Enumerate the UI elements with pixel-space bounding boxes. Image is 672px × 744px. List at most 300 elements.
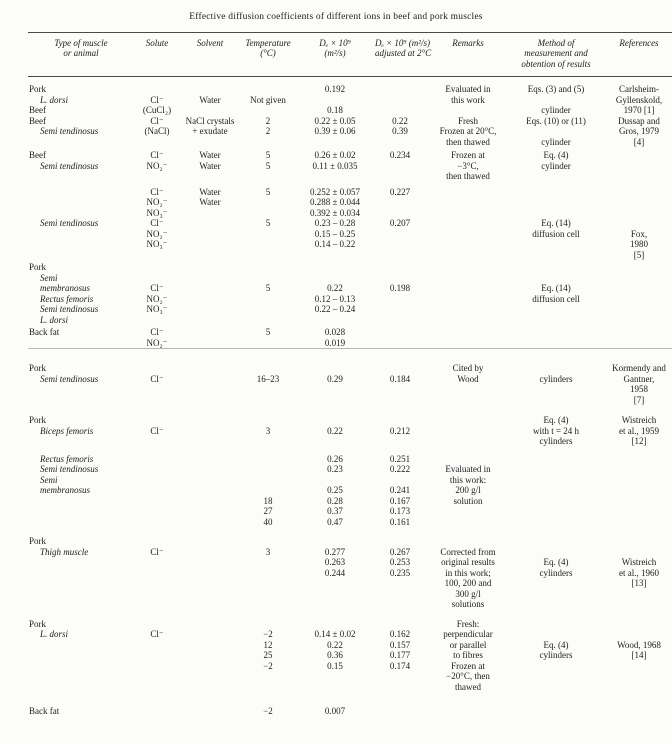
cell-de (296, 325, 374, 349)
cell-line: Temperature (245, 37, 291, 48)
cell-solute (134, 147, 180, 182)
cell-line: 0.227 (389, 186, 411, 197)
cell-de (296, 349, 374, 406)
cell-line: NO₃⁻ (146, 304, 168, 314)
cell-line (241, 619, 295, 630)
table-row-group (28, 325, 672, 349)
col-header-de (296, 32, 374, 77)
cell-line (511, 363, 601, 374)
cell-de_adjusted (374, 77, 426, 116)
cell-line: 0.173 (389, 506, 411, 516)
cell-line: 0.23 (327, 464, 343, 474)
cell-line: 0.192 (324, 84, 346, 94)
cell-line: Water (199, 186, 221, 197)
cell-references (602, 349, 672, 406)
cell-solvent (180, 147, 240, 182)
cell-line: 2 (265, 126, 271, 136)
cell-line: 0.167 (389, 495, 411, 506)
cell-line: 16–23 (256, 373, 280, 384)
cell-line: 40 (263, 516, 273, 527)
cell-temperature (240, 405, 296, 447)
cell-line (297, 475, 373, 486)
col-header-references (602, 32, 672, 77)
cell-line (241, 273, 295, 284)
cell-line (135, 619, 179, 630)
cell-line: 0.22 ± 0.05 (314, 115, 356, 126)
cell-line: Not given (250, 94, 286, 105)
cell-line: 0.019 (324, 337, 346, 348)
cell-line: Pork (29, 618, 47, 629)
cell-line: Semi tendinosus (40, 160, 99, 171)
cell-line: Cl⁻ (150, 425, 164, 436)
cell-line (297, 619, 373, 630)
cell-method (510, 77, 602, 116)
cell-line: diffusion cell (532, 228, 580, 239)
cell-de_adjusted (374, 325, 426, 349)
table-row-group (28, 77, 672, 116)
cell-line: (°C) (260, 48, 276, 58)
cell-remarks (426, 692, 510, 717)
cell-line: 5 (265, 283, 271, 293)
table-caption: Effective diffusion coefficients of different ions in beef and pork muscles (189, 12, 483, 22)
cell-line: 0.198 (389, 283, 411, 293)
cell-line: 25 (263, 650, 273, 660)
cell-method (510, 527, 602, 610)
cell-line: Wood (457, 373, 479, 384)
cell-line: Remarks (452, 37, 484, 48)
cell-line (135, 536, 179, 547)
cell-line: 100, 200 and (444, 578, 492, 588)
cell-references (602, 218, 672, 260)
cell-line (241, 262, 295, 273)
cell-line: 1970 [1] (623, 105, 655, 115)
cell-line: Carlsheim- (619, 84, 659, 94)
cell-de (296, 405, 374, 447)
cell-method (510, 692, 602, 717)
cell-line: in this work; (445, 567, 491, 578)
table-row-group (28, 405, 672, 447)
cell-line (511, 95, 601, 106)
cell-method (510, 147, 602, 182)
cell-line: 0.184 (389, 373, 411, 384)
cell-line: 0.253 (389, 557, 411, 567)
cell-line: Frozen at 20°C, (439, 126, 497, 136)
cell-method (510, 447, 602, 528)
cell-line: Cl⁻ (150, 546, 164, 557)
cell-solvent (180, 325, 240, 349)
cell-line: 0.22 (392, 115, 408, 126)
cell-method (510, 260, 602, 325)
cell-line: or parallel (449, 639, 487, 650)
cell-line: 0.26 (327, 453, 343, 464)
cell-line (603, 218, 672, 229)
cell-de (296, 218, 374, 260)
cell-line: 0.23 – 0.28 (314, 218, 356, 228)
cell-line: L. dorsi (40, 94, 69, 105)
cell-line: 12 (263, 639, 273, 650)
cell-line: 0.22 (327, 425, 343, 436)
cell-line: Fresh (458, 115, 478, 126)
table-row-group (28, 447, 672, 528)
cell-line: Pork (29, 536, 47, 546)
cell-line (511, 126, 601, 137)
cell-temperature (240, 218, 296, 260)
cell-line (241, 363, 295, 374)
cell-line (375, 619, 425, 630)
cell-line: Wistreich (621, 415, 657, 425)
cell-line: 300 g/l (455, 588, 481, 599)
cell-muscle (28, 610, 134, 693)
table-row-group (28, 610, 672, 693)
cell-line: 0.222 (389, 464, 411, 474)
cell-line (375, 415, 425, 426)
cell-line: Back fat (29, 706, 60, 716)
cell-de_adjusted (374, 527, 426, 610)
cell-de (296, 260, 374, 325)
cell-line: [7] (633, 394, 645, 405)
cell-line: et al., 1959 (619, 425, 659, 436)
cell-line: 0.39 ± 0.06 (314, 126, 356, 136)
cell-line: 5 (265, 150, 271, 160)
cell-de (296, 77, 374, 116)
cell-line: cylinders (539, 436, 573, 446)
cell-line: 0.007 (324, 706, 346, 716)
cell-line: Cl⁻ (150, 186, 164, 197)
cell-line (135, 84, 179, 95)
cell-method (510, 116, 602, 148)
col-header-solute (134, 32, 180, 77)
cell-line: Pork (29, 262, 47, 272)
cell-line (297, 536, 373, 547)
cell-line: Pork (29, 415, 47, 425)
cell-solute (134, 527, 180, 610)
col-header-muscle (28, 32, 134, 77)
cell-de_adjusted (374, 182, 426, 219)
cell-line (511, 629, 601, 640)
cell-line: 18 (263, 495, 273, 506)
cell-temperature (240, 447, 296, 528)
cell-line: 27 (263, 506, 273, 516)
cell-line: 5 (265, 218, 271, 228)
cell-remarks (426, 325, 510, 349)
cell-solvent (180, 447, 240, 528)
cell-line: NO₃⁻ (146, 207, 168, 218)
cell-line (511, 273, 601, 284)
cell-line: Semi (40, 272, 58, 283)
cell-line: L. dorsi (40, 629, 69, 639)
table-row-group (28, 692, 672, 717)
cell-line (603, 629, 672, 640)
cell-line: 0.244 (324, 567, 346, 578)
cell-de_adjusted (374, 349, 426, 406)
cell-de_adjusted (374, 447, 426, 528)
cell-line: Fresh: (456, 618, 480, 629)
cell-muscle (28, 147, 134, 182)
cell-line (511, 536, 601, 547)
cell-line: 0.39 (392, 126, 408, 136)
cell-line: Cl⁻ (150, 115, 164, 126)
cell-line: NO₂⁻ (146, 197, 168, 207)
cell-line (135, 262, 179, 273)
cell-method (510, 325, 602, 349)
header-row (28, 32, 672, 77)
cell-line: 0.207 (389, 218, 411, 228)
cell-solvent (180, 692, 240, 717)
cell-line: Rectus femoris (40, 453, 94, 464)
cell-line (603, 536, 672, 547)
cell-line: 0.252 ± 0.057 (310, 186, 360, 197)
cell-line (181, 84, 239, 95)
cell-line (241, 84, 295, 95)
cell-references (602, 325, 672, 349)
cell-temperature (240, 116, 296, 148)
table-row-group (28, 527, 672, 610)
cell-line: cylinder (541, 136, 571, 147)
cell-line: 0.392 ± 0.034 (310, 207, 360, 218)
cell-de_adjusted (374, 218, 426, 260)
cell-line: Solvent (196, 37, 224, 48)
cell-references (602, 405, 672, 447)
cell-line: NO₂⁻ (146, 228, 168, 239)
cell-line: 0.18 (327, 105, 343, 115)
cell-line: 2 (265, 115, 271, 126)
cell-method (510, 349, 602, 406)
cell-line (241, 536, 295, 547)
table-row-group (28, 218, 672, 260)
cell-muscle (28, 260, 134, 325)
cell-remarks (426, 116, 510, 148)
cell-references (602, 692, 672, 717)
cell-line (241, 415, 295, 426)
cell-line: Pork (29, 84, 47, 94)
cell-line: Dₑ × 10⁹ (319, 37, 351, 48)
cell-line: L. dorsi (40, 314, 69, 325)
cell-line (297, 262, 373, 273)
cell-line: with t = 24 h (532, 425, 580, 436)
cell-de_adjusted (374, 692, 426, 717)
cell-references (602, 116, 672, 148)
cell-line: Water (199, 197, 221, 207)
cell-line: solutions (451, 599, 485, 609)
cell-line: perpendicular (443, 629, 493, 639)
cell-line (511, 619, 601, 630)
cell-solute (134, 182, 180, 219)
cell-line (297, 95, 373, 106)
cell-line: Fox, (630, 228, 648, 239)
cell-line: Cl⁻ (150, 150, 164, 160)
cell-references (602, 447, 672, 528)
cell-line: NO₃⁻ (146, 239, 168, 249)
cell-line: 0.47 (327, 516, 343, 527)
cell-line: Water (199, 94, 221, 105)
cell-line: 0.12 – 0.13 (314, 293, 356, 304)
cell-line: Water (199, 160, 221, 171)
cell-de (296, 447, 374, 528)
cell-line: Gantner, (623, 373, 655, 384)
cell-line: −20°C, then (446, 671, 490, 681)
cell-line: 1958 (630, 384, 648, 394)
cell-line: Back fat (29, 327, 60, 337)
cell-temperature (240, 349, 296, 406)
cell-solute (134, 218, 180, 260)
cell-line (241, 464, 295, 475)
cell-de (296, 147, 374, 182)
cell-line: 0.15 – 0.25 (314, 228, 356, 239)
cell-line: [4] (633, 136, 645, 147)
cell-line: Eqs. (3) and (5) (527, 84, 585, 94)
cell-line: Cl⁻ (150, 94, 164, 105)
cell-line (135, 415, 179, 426)
cell-solute (134, 325, 180, 349)
cell-line: 0.177 (389, 650, 411, 660)
cell-line: Water (199, 150, 221, 160)
table-body (28, 77, 672, 717)
cell-muscle (28, 527, 134, 610)
cell-line: then thawed (446, 136, 490, 147)
cell-line: [14] (631, 650, 647, 660)
cell-line: 0.263 (324, 557, 346, 567)
cell-line: 0.29 (327, 373, 343, 384)
cell-line: Beef (29, 115, 46, 126)
cell-line: NaCl crystals (185, 115, 235, 126)
cell-muscle (28, 447, 134, 528)
cell-method (510, 405, 602, 447)
cell-line (427, 454, 509, 465)
cell-line: 0.212 (389, 425, 411, 436)
cell-line (241, 485, 295, 496)
cell-line: −3°C, (457, 160, 479, 171)
cell-line: [13] (631, 578, 647, 588)
cell-line: Cl⁻ (150, 327, 164, 337)
cell-line: Frozen at (451, 660, 485, 671)
cell-line: original results (441, 557, 495, 567)
cell-solute (134, 692, 180, 717)
cell-line: Pork (29, 363, 47, 373)
cell-line: Eq. (4) (543, 150, 569, 160)
cell-solvent (180, 116, 240, 148)
cell-line: obtention of results (521, 58, 591, 69)
cell-line: Wistreich (621, 557, 657, 567)
cell-line: [5] (633, 249, 645, 260)
cell-line: membranosus (40, 283, 91, 293)
cell-muscle (28, 182, 134, 219)
cell-line (135, 363, 179, 374)
cell-line: 0.267 (389, 546, 411, 557)
cell-line: Cited by (452, 363, 484, 373)
cell-remarks (426, 77, 510, 116)
cell-line: 0.22 (327, 283, 343, 293)
col-header-solvent (180, 32, 240, 77)
cell-line: et al., 1960 (619, 567, 659, 578)
cell-line: Cl⁻ (150, 629, 164, 639)
cell-line: 3 (265, 425, 271, 436)
cell-line: Wood, 1968 (617, 639, 661, 650)
cell-remarks (426, 610, 510, 693)
cell-remarks (426, 260, 510, 325)
cell-line: 0.28 (327, 495, 343, 506)
diffusion-coefficients-table (28, 32, 672, 717)
cell-line: Evaluated in (445, 464, 491, 474)
cell-line: 0.288 ± 0.044 (310, 197, 360, 207)
cell-line (375, 536, 425, 547)
cell-remarks (426, 218, 510, 260)
cell-line: 0.15 (327, 660, 343, 671)
cell-de (296, 692, 374, 717)
cell-temperature (240, 325, 296, 349)
col-header-de_adjusted (374, 32, 432, 77)
cell-solvent (180, 182, 240, 219)
cell-line: Type of muscle (54, 37, 108, 48)
cell-temperature (240, 527, 296, 610)
cell-de_adjusted (374, 405, 426, 447)
cell-line: Eq. (4) (543, 639, 569, 650)
cell-solute (134, 77, 180, 116)
cell-remarks (426, 182, 510, 219)
cell-line: Method of (537, 37, 575, 48)
cell-temperature (240, 610, 296, 693)
table-row-group (28, 349, 672, 406)
cell-de (296, 116, 374, 148)
cell-line: 0.22 – 0.24 (314, 304, 356, 314)
cell-line: diffusion cell (532, 293, 580, 304)
cell-solvent (180, 77, 240, 116)
cell-solvent (180, 349, 240, 406)
cell-method (510, 182, 602, 219)
cell-line: solution (453, 495, 483, 506)
cell-line: Eq. (14) (541, 218, 571, 228)
cell-muscle (28, 218, 134, 260)
cell-de_adjusted (374, 260, 426, 325)
cell-line (241, 454, 295, 465)
cell-method (510, 610, 602, 693)
cell-temperature (240, 692, 296, 717)
cell-muscle (28, 116, 134, 148)
cell-line (375, 262, 425, 273)
cell-muscle (28, 692, 134, 717)
cell-line: adjusted at 2°C (375, 48, 432, 58)
cell-temperature (240, 182, 296, 219)
cell-line: cylinders (539, 650, 573, 660)
cell-de_adjusted (374, 610, 426, 693)
cell-temperature (240, 77, 296, 116)
cell-line (603, 547, 672, 558)
cell-remarks (426, 405, 510, 447)
cell-line (135, 273, 179, 284)
cell-references (602, 77, 672, 116)
cell-line: NO₂⁻ (146, 160, 168, 171)
cell-solute (134, 260, 180, 325)
cell-line: [12] (631, 436, 647, 446)
cell-references (602, 527, 672, 610)
cell-line: −2 (263, 629, 273, 639)
cell-line: cylinders (539, 567, 573, 578)
cell-line (511, 262, 601, 273)
cell-line: Cl⁻ (150, 373, 164, 384)
col-header-method (510, 32, 602, 77)
cell-line: 0.11 ± 0.035 (312, 160, 358, 171)
cell-line: 0.36 (327, 650, 343, 660)
cell-line: membranosus (40, 485, 91, 495)
cell-remarks (426, 447, 510, 528)
cell-line: Beef (29, 105, 46, 115)
cell-solvent (180, 260, 240, 325)
cell-solute (134, 610, 180, 693)
cell-line: cylinder (541, 105, 571, 115)
cell-line: −2 (263, 660, 273, 671)
cell-line: 0.028 (324, 327, 346, 337)
cell-line: cylinders (539, 373, 573, 384)
cell-solvent (180, 405, 240, 447)
